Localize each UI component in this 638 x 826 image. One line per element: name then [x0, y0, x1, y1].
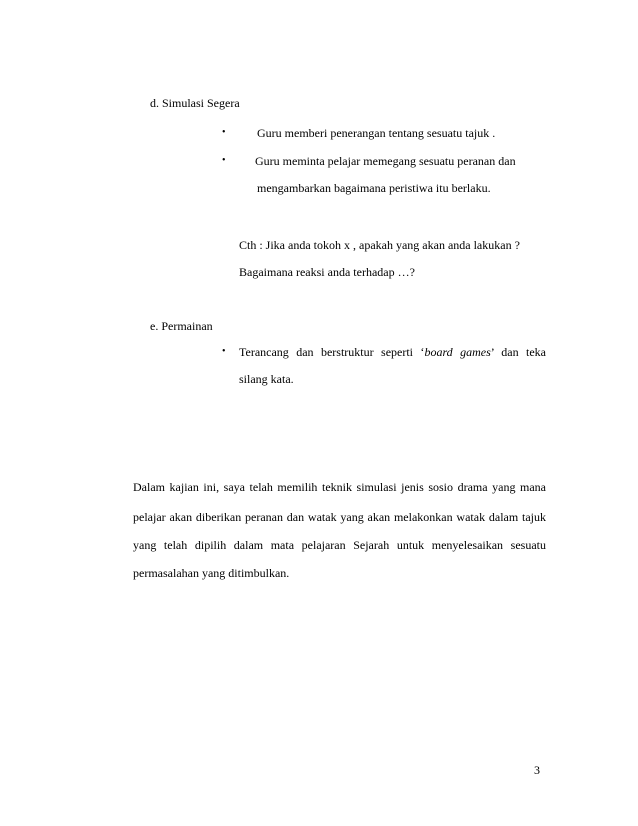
section-d-example-1: Cth : Jika anda tokoh x , apakah yang akan anda lakukan ?: [239, 238, 520, 252]
paragraph-line-3: yang telah dipilih dalam mata pelajaran Sejarah untuk menyelesaikan sesuatu: [133, 538, 546, 552]
paragraph-line-4: permasalahan yang ditimbulkan.: [133, 566, 290, 580]
section-e-text-b: ’ dan teka: [490, 345, 547, 359]
section-d-bullet-2-cont: mengambarkan bagaimana peristiwa itu berlaku.: [257, 181, 491, 195]
bullet-icon: •: [222, 127, 226, 138]
section-e-bullet-line-1: [239, 345, 546, 359]
page-number: 3: [534, 763, 540, 777]
section-e-text-a: Terancang dan berstruktur seperti ‘: [239, 345, 425, 359]
bullet-icon: •: [222, 346, 226, 357]
section-d-example-2: Bagaimana reaksi anda terhadap …?: [239, 265, 415, 279]
section-e-text-emphasis: board games: [424, 345, 491, 359]
section-d-heading: d. Simulasi Segera: [150, 96, 240, 110]
paragraph-line-2: pelajar akan diberikan peranan dan watak yang akan melakonkan watak dalam tajuk: [133, 510, 546, 524]
section-d-bullet-2: Guru meminta pelajar memegang sesuatu peranan dan: [255, 154, 516, 168]
bullet-icon: •: [222, 155, 226, 166]
paragraph-line-1: Dalam kajian ini, saya telah memilih teknik simulasi jenis sosio drama yang mana: [133, 480, 546, 494]
section-e-bullet-line-2: silang kata.: [239, 372, 294, 386]
section-e-heading: e. Permainan: [150, 319, 213, 333]
section-d-bullet-1: Guru memberi penerangan tentang sesuatu tajuk .: [257, 126, 496, 140]
